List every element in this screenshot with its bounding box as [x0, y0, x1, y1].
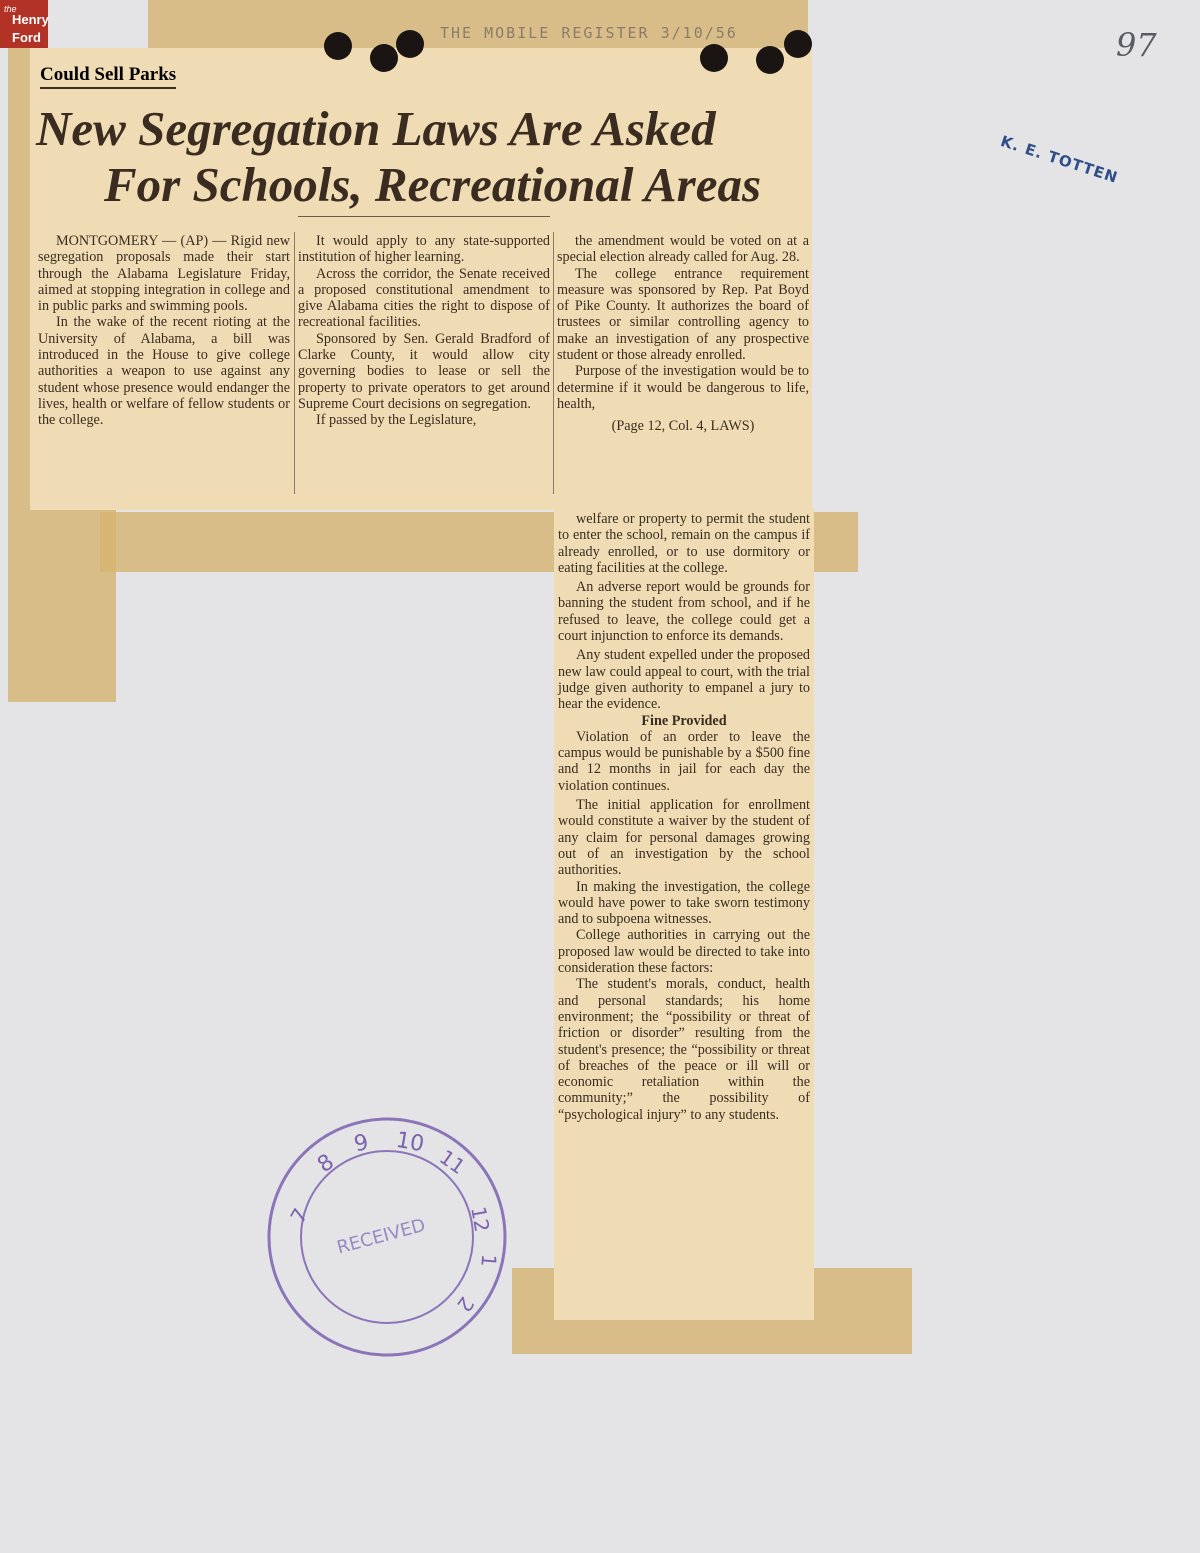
- punch-hole: [784, 30, 812, 58]
- paragraph: the amendment would be voted on at a special election already called for Aug. 28.: [557, 233, 809, 266]
- article-column-2: [298, 233, 550, 429]
- paragraph: In the wake of the recent rioting at the University of Alabama, a bill was introduced in the House to give college authorities a weapon to use against any student whose presence would endanger the lives, health or welfare of fellow students or the college.: [38, 314, 290, 429]
- punch-hole: [700, 44, 728, 72]
- paragraph: Across the corridor, the Senate received a proposed constitutional amendment to give Alabama cities the right to dispose of recreational facilities.: [298, 265, 550, 331]
- paragraph: An adverse report would be grounds for banning the student from school, and if he refused to leave, the college could get a court injunction to enforce its demands.: [558, 579, 810, 645]
- punch-hole: [756, 46, 784, 74]
- stamp-digit: 9: [351, 1129, 371, 1158]
- paragraph: The initial application for enrollment would constitute a waiver by the student of any claim for personal damages growing out of an investigation by the school authorities.: [558, 797, 810, 879]
- headline-line2: For Schools, Recreational Areas: [104, 157, 762, 212]
- paragraph: It would apply to any state-supported institution of higher learning.: [298, 233, 550, 266]
- paragraph: Any student expelled under the proposed new law could appeal to court, with the trial judge given authority to empanel a jury to hear the evidence.: [558, 647, 810, 713]
- stamp-digit: 1: [476, 1253, 502, 1269]
- received-stamp: [262, 1112, 512, 1362]
- paragraph: welfare or property to permit the student to enter the school, remain on the campus if already enrolled, or to use dormitory or eating facilities at the college.: [558, 511, 810, 576]
- stamp-digit: 2: [451, 1292, 479, 1317]
- column-divider: [294, 232, 295, 494]
- henry-ford-logo: the Henry Ford: [0, 0, 48, 48]
- stamp-digit: 7: [285, 1204, 313, 1228]
- subhead: Fine Provided: [641, 712, 727, 729]
- punch-hole: [396, 30, 424, 58]
- kicker: Could Sell Parks: [40, 64, 176, 89]
- headline-line1: New Segregation Laws Are Asked: [36, 101, 716, 156]
- stamp-digit: 11: [435, 1144, 470, 1180]
- name-stamp: K. E. TOTTEN: [998, 132, 1121, 187]
- paragraph: MONTGOMERY — (AP) — Rigid new segregation proposals made their start through the Alabama Legislature Friday, aimed at stopping integration in college and in public parks and swimming pools.: [38, 233, 290, 315]
- paragraph: The college entrance requirement measure was sponsored by Rep. Pat Boyd of Pike County. It authorizes the board of trustees or similar controlling agency to make an investigation of any prospective student or those already enrolled.: [557, 265, 809, 364]
- stamp-digit: 12: [466, 1204, 495, 1234]
- column-divider: [553, 232, 554, 494]
- paragraph: If passed by the Legislature,: [316, 412, 477, 429]
- masthead: THE MOBILE REGISTER 3/10/56: [440, 24, 738, 42]
- paragraph: Sponsored by Sen. Gerald Bradford of Clarke County, it would allow city governing bodies to lease or sell the property to private operators to get around Supreme Court decisions on segregation.: [298, 330, 550, 412]
- punch-hole: [370, 44, 398, 72]
- headline-rule: [298, 216, 550, 217]
- continued-line: (Page 12, Col. 4, LAWS): [611, 418, 755, 435]
- article-column-3: [557, 233, 809, 435]
- paragraph: The student's morals, conduct, health and personal standards; his home environment; the “possibility or threat of friction or disorder” resulting from the student's presence; the “possibility or threat of breaches of the peace or ill will or economic retaliation within the community;” the possibility of “psychological injury” to any students.: [558, 976, 810, 1123]
- paragraph: College authorities in carrying out the proposed law would be directed to take into consideration these factors:: [558, 927, 810, 977]
- stamp-text: RECEIVED: [334, 1214, 428, 1259]
- continuation-column: [558, 511, 810, 1123]
- stamp-digit: 10: [394, 1127, 426, 1158]
- paragraph: In making the investigation, the college would have power to take sworn testimony and to subpoena witnesses.: [558, 878, 810, 928]
- article-column-1: [38, 233, 290, 429]
- paragraph: Purpose of the investigation would be to determine if it would be dangerous to life, health,: [557, 363, 809, 412]
- punch-hole: [324, 32, 352, 60]
- handwritten-number: 97: [1116, 26, 1157, 64]
- stamp-digit: 8: [313, 1149, 339, 1179]
- paragraph: Violation of an order to leave the campus would be punishable by a $500 fine and 12 months in jail for each day the violation continues.: [558, 728, 810, 794]
